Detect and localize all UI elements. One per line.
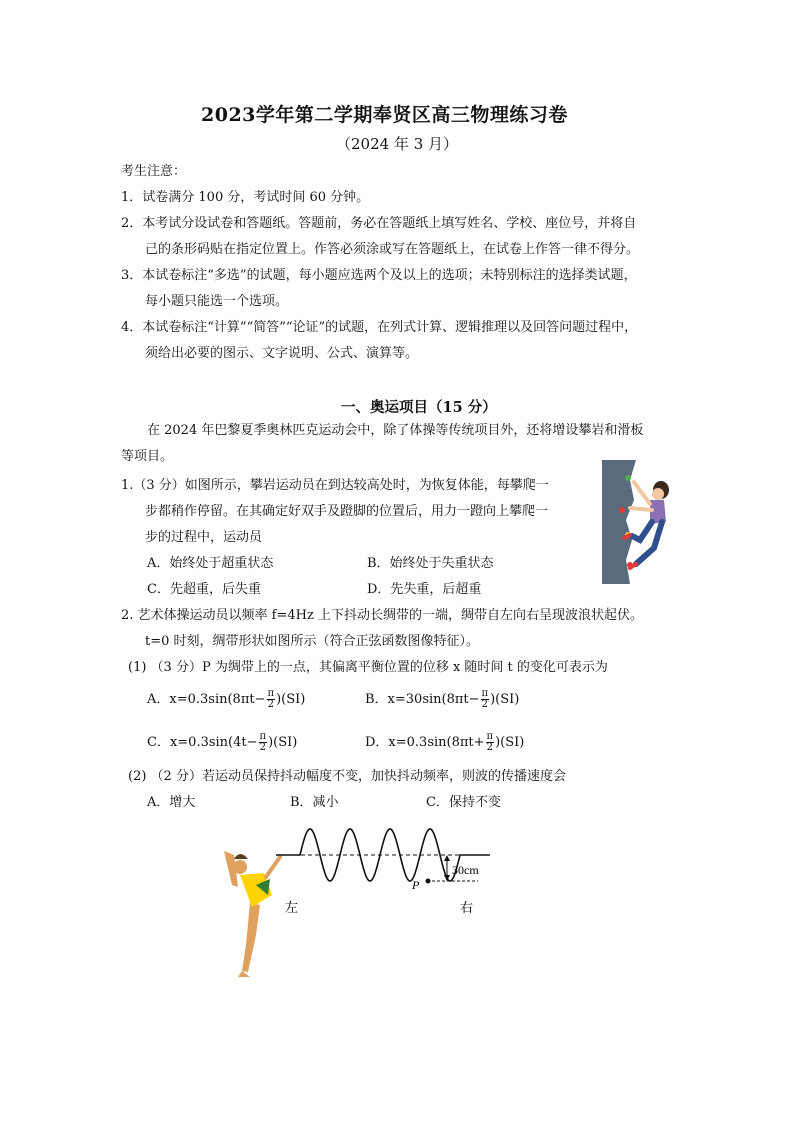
note-2: 2．本考试分设试卷和答题纸。答题前，务必在答题纸上填写姓名、学校、座位号，并将自 (121, 216, 637, 231)
note-1: 1．试卷满分 100 分，考试时间 60 分钟。 (121, 190, 370, 205)
note-3-cont: 每小题只能选一个选项。 (145, 294, 289, 309)
q2-1-option-d-text: D．x=0.3sin(8πt+ (365, 735, 485, 750)
q2-stem-2: t=0 时刻，绸带形状如图所示（符合正弦函数图像特征）。 (145, 634, 480, 649)
q2-1-option-b-text: B．x=30sin(8πt− (365, 692, 480, 707)
q2-1-option-c (147, 731, 297, 753)
q2-2-option-b: B．减小 (290, 795, 339, 810)
q2-1-option-c-text: C．x=0.3sin(4t− (147, 735, 258, 750)
section-intro: 在 2024 年巴黎夏季奥林匹克运动会中，除了体操等传统项目外，还将增设攀岩和滑板 (147, 423, 644, 438)
left-label: 左 (285, 901, 299, 916)
exam-date: （2024 年 3 月） (336, 135, 459, 153)
point-p-label: P (412, 878, 420, 892)
q2-sub1: (1) （3 分）P 为绸带上的一点，其偏离平衡位置的位移 x 随时间 t 的变化可表示为 (128, 660, 608, 675)
section-title: 一、奥运项目（15 分） (341, 399, 497, 416)
note-2-cont: 己的条形码贴在指定位置上。作答必须涂或写在答题纸上，在试卷上作答一律不得分。 (145, 242, 640, 257)
amplitude-label: 30cm (452, 863, 479, 877)
frac-num: π (259, 731, 267, 742)
pi-over-2-fraction (486, 732, 495, 753)
q1-stem-2: 步都稍作停留。在其确定好双手及蹬脚的位置后，用力一蹬向上攀爬一 (145, 504, 549, 519)
q2-2-option-a: A．增大 (147, 795, 196, 810)
frac-den: 2 (267, 699, 274, 710)
q2-1-option-d (365, 731, 524, 753)
pi-over-2-fraction (267, 689, 276, 710)
q1-option-a: A．始终处于超重状态 (147, 556, 274, 571)
note-4: 4．本试卷标注“计算”“简答”“论证”的试题，在列式计算、逻辑推理以及回答问题过程中， (121, 320, 638, 335)
q2-1-option-d-suffix: )(SI) (495, 735, 525, 750)
note-4-cont: 须给出必要的图示、文字说明、公式、演算等。 (145, 346, 419, 361)
q2-2-option-c: C．保持不变 (426, 795, 501, 810)
pi-over-2-fraction (259, 732, 268, 753)
q1-option-b: B．始终处于失重状态 (367, 556, 494, 571)
q2-1-option-c-suffix: )(SI) (268, 735, 298, 750)
q1-option-d: D．先失重，后超重 (367, 582, 482, 597)
frac-den: 2 (486, 742, 493, 753)
frac-num: π (481, 688, 489, 699)
q2-stem: 2. 艺术体操运动员以频率 f=4Hz 上下抖动长绸带的一端，绸带自左向右呈现波浪状起伏。 (121, 608, 643, 623)
pi-over-2-fraction (481, 689, 490, 710)
frac-den: 2 (481, 699, 488, 710)
notes-heading: 考生注意： (121, 164, 187, 179)
q2-1-option-b-suffix: )(SI) (490, 692, 520, 707)
q2-1-option-a (147, 688, 305, 710)
frac-num: π (486, 731, 494, 742)
q2-sub2: (2) （2 分）若运动员保持抖动幅度不变，加快抖动频率，则波的传播速度会 (128, 769, 566, 784)
exam-title: 2023学年第二学期奉贤区高三物理练习卷 (201, 104, 568, 126)
amplitude-arrowhead-up (444, 855, 450, 861)
gymnast-illustration (224, 851, 280, 977)
note-3: 3．本试卷标注“多选”的试题，每小题应选两个及以上的选项；未特别标注的选择类试题， (121, 268, 637, 283)
frac-den: 2 (259, 742, 266, 753)
q2-1-option-a-text: A．x=0.3sin(8πt− (147, 692, 266, 707)
ribbon-wave-figure (210, 815, 510, 980)
right-label: 右 (460, 901, 474, 916)
climber-illustration (600, 460, 682, 584)
q2-1-option-a-suffix: )(SI) (276, 692, 306, 707)
q1-stem-3: 步的过程中，运动员 (145, 530, 263, 545)
q1-option-c: C．先超重，后失重 (147, 582, 261, 597)
frac-num: π (267, 688, 275, 699)
point-p-marker (426, 879, 431, 884)
section-intro-cont: 等项目。 (121, 449, 174, 464)
q1-stem: 1.（3 分）如图所示，攀岩运动员在到达较高处时，为恢复体能，每攀爬一 (121, 478, 549, 493)
q2-1-option-b (365, 688, 519, 710)
